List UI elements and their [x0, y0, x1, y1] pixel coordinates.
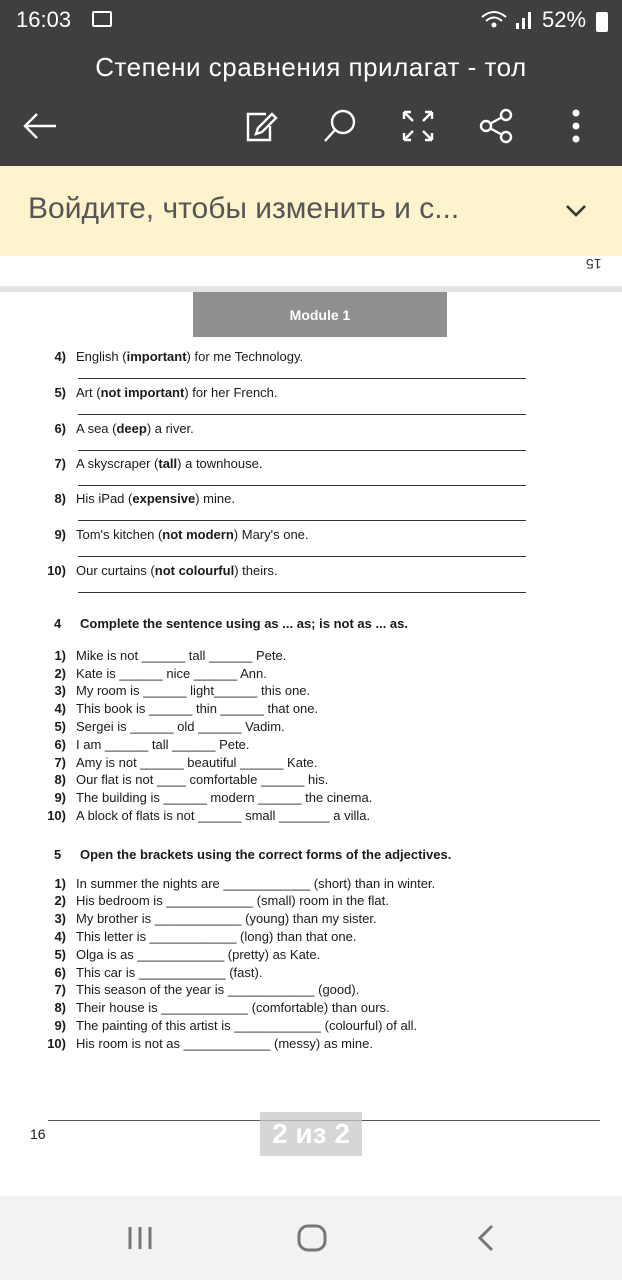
gallery-notification-icon: [92, 11, 112, 27]
section-5-row: 1) In summer the nights are ____________ (short) than in winter.: [54, 876, 436, 891]
wifi-signal-icon: [480, 9, 536, 36]
section-4-row: 2) Kate is ______ nice ______ Ann.: [54, 666, 267, 681]
answer-line: [78, 556, 526, 557]
section-5-row: 2) His bedroom is ____________ (small) room in the flat.: [54, 893, 389, 908]
document-title: Степени сравнения прилагат - тол: [95, 52, 527, 82]
module-header: Module 1: [193, 292, 447, 337]
home-icon: [296, 1223, 328, 1253]
more-options-button[interactable]: [554, 104, 598, 148]
sign-in-banner-text: Войдите, чтобы изменить и с...: [28, 192, 460, 225]
search-icon: [322, 108, 358, 144]
answer-line: [78, 520, 526, 521]
share-icon: [478, 108, 514, 144]
search-button[interactable]: [318, 104, 362, 148]
home-button[interactable]: [292, 1220, 332, 1256]
section-4-row: 5) Sergei is ______ old ______ Vadim.: [54, 719, 285, 734]
section-4-row: 4) This book is ______ thin ______ that one.: [54, 701, 319, 716]
previous-page-number: 15: [586, 256, 602, 272]
answer-line: [78, 450, 526, 451]
section-4-row: 1) Mike is not ______ tall ______ Pete.: [54, 648, 287, 663]
recent-apps-button[interactable]: [120, 1220, 160, 1256]
section-5-row: 9) The painting of this artist is ____________ (colourful) of all.: [54, 1018, 418, 1033]
exercise-item: 5) Art (not important) for her French.: [40, 385, 530, 400]
app-bar: [0, 44, 622, 166]
back-button[interactable]: [18, 104, 62, 148]
section-5-row: 3) My brother is ____________ (young) than my sister.: [54, 911, 377, 926]
section-5-row: 4) This letter is ____________ (long) than that one.: [54, 929, 357, 944]
section-5-row: 10) His room is not as ____________ (messy) as mine.: [47, 1036, 373, 1051]
chevron-left-icon: [476, 1223, 496, 1253]
page-number: 16: [30, 1126, 46, 1142]
section-4-title: 4 Complete the sentence using as ... as; is not as ... as.: [54, 616, 408, 631]
exercise-item: 4) English (important) for me Technology.: [40, 349, 530, 364]
clock: 16:03: [16, 7, 72, 32]
answer-line: [78, 592, 526, 593]
edit-button[interactable]: [238, 104, 282, 148]
section-5-row: 8) Their house is ____________ (comfortable) than ours.: [54, 1000, 390, 1015]
fullscreen-button[interactable]: [396, 104, 440, 148]
section-5-title: 5 Open the brackets using the correct forms of the adjectives.: [54, 847, 452, 862]
recent-apps-icon: [125, 1224, 155, 1252]
section-4-row: 8) Our flat is not ____ comfortable ______ his.: [54, 772, 329, 787]
battery-icon: [596, 12, 608, 32]
battery-percent: 52%: [542, 7, 587, 32]
previous-page-tail: [0, 256, 622, 288]
section-5-row: 7) This season of the year is ____________ (good).: [54, 982, 360, 997]
exercise-item: 7) A skyscraper (tall) a townhouse.: [40, 456, 530, 471]
exercise-item: 10) Our curtains (not colourful) theirs.: [40, 563, 530, 578]
system-nav-bar: [0, 1196, 622, 1280]
section-5-row: 5) Olga is as ____________ (pretty) as Kate.: [54, 947, 321, 962]
answer-line: [78, 378, 526, 379]
sign-in-banner[interactable]: [0, 166, 622, 256]
section-4-row: 6) I am ______ tall ______ Pete.: [54, 737, 250, 752]
page-indicator: 2 из 2: [260, 1112, 362, 1156]
exercise-item: 8) His iPad (expensive) mine.: [40, 491, 530, 506]
exercise-item: 6) A sea (deep) a river.: [40, 421, 530, 436]
section-4-row: 7) Amy is not ______ beautiful ______ Kate.: [54, 755, 318, 770]
more-vertical-icon: [570, 108, 582, 144]
system-back-button[interactable]: [466, 1220, 506, 1256]
section-5-row: 6) This car is ____________ (fast).: [54, 965, 263, 980]
expand-icon: [401, 109, 435, 143]
arrow-left-icon: [22, 111, 58, 141]
share-button[interactable]: [474, 104, 518, 148]
edit-pen-icon: [242, 108, 278, 144]
document-page[interactable]: [0, 292, 622, 1196]
answer-line: [78, 485, 526, 486]
section-4-row: 9) The building is ______ modern ______ the cinema.: [54, 790, 373, 805]
exercise-item: 9) Tom's kitchen (not modern) Mary's one.: [40, 527, 530, 542]
section-4-row: 10) A block of flats is not ______ small _______ a villa.: [47, 808, 371, 823]
section-4-row: 3) My room is ______ light______ this one.: [54, 683, 311, 698]
status-bar: [0, 0, 622, 44]
chevron-down-icon[interactable]: [562, 196, 590, 224]
answer-line: [78, 414, 526, 415]
